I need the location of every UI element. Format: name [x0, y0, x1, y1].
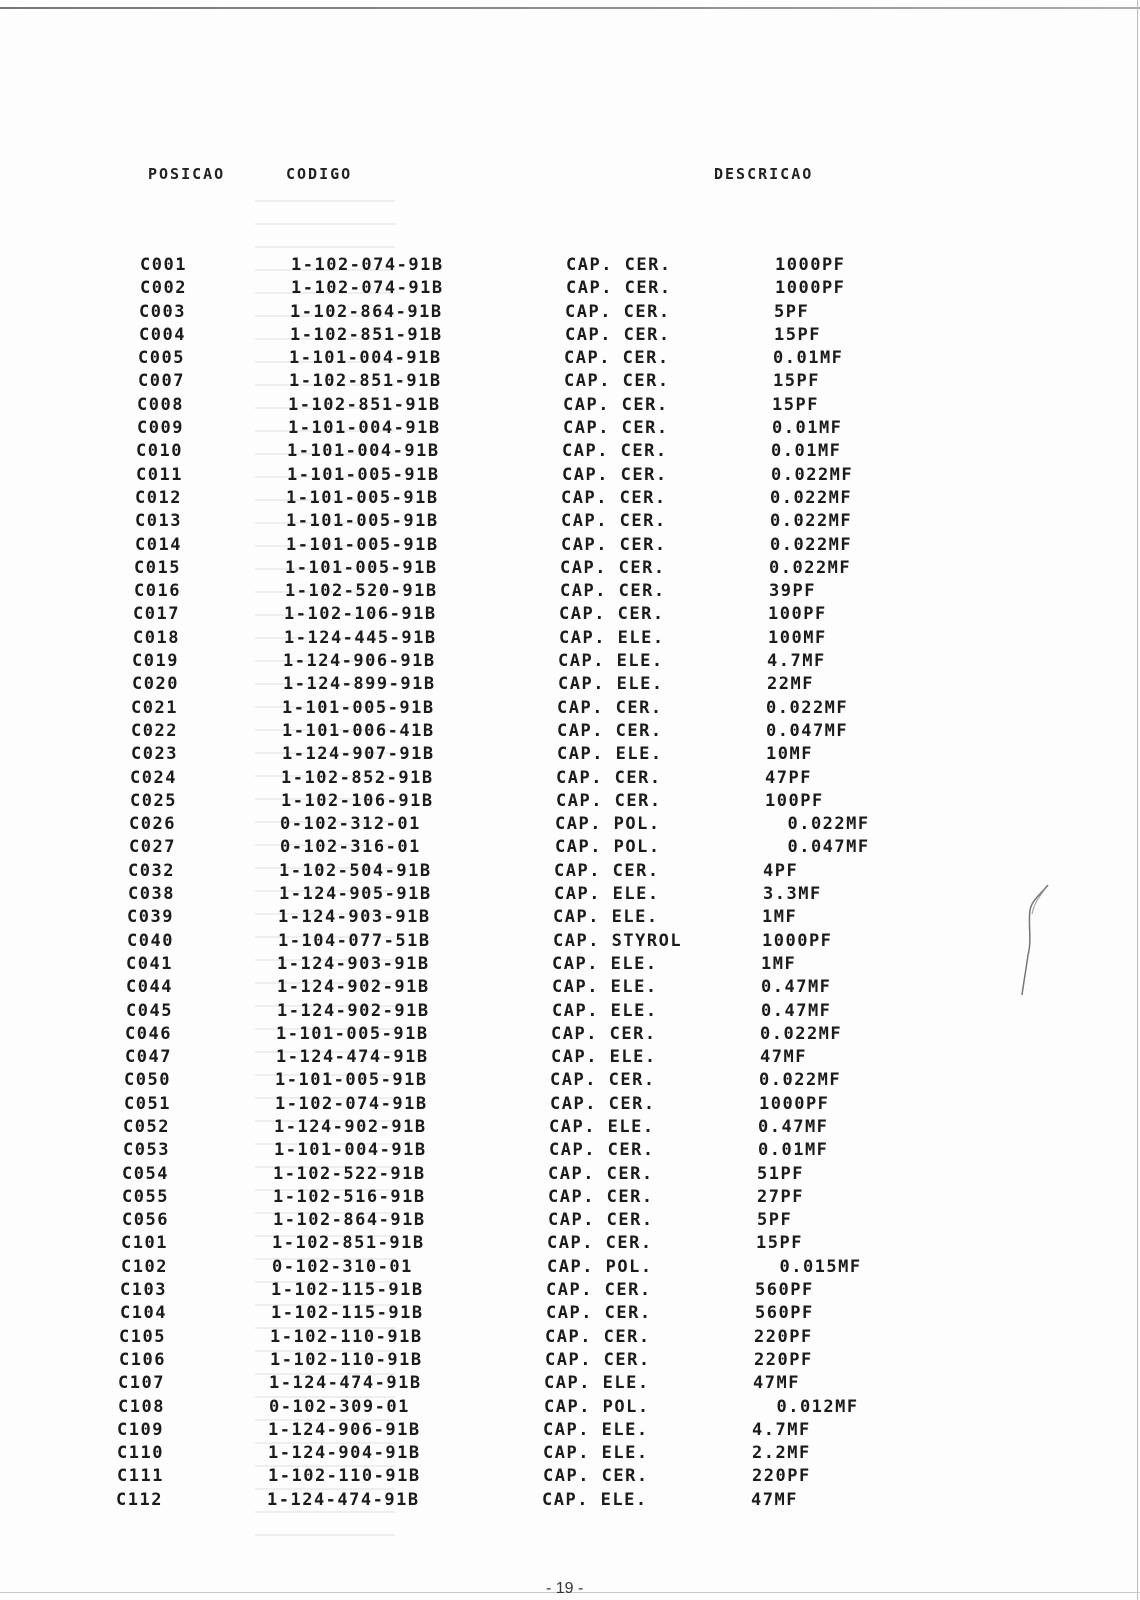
position-cell: C052 [123, 1116, 170, 1137]
table-row [0, 278, 1140, 301]
position-cell: C045 [126, 1000, 173, 1021]
value-cell: 15PF [774, 324, 821, 345]
value-cell: 3.3MF [763, 884, 822, 905]
position-cell: C027 [129, 837, 176, 858]
header-descricao: DESCRICAO [714, 165, 814, 183]
type-cell: CAP. CER. [566, 255, 672, 275]
value-cell: 100PF [765, 790, 824, 811]
value-cell: 0.047MF [764, 837, 870, 858]
code-cell: 1-104-077-51B [278, 930, 431, 951]
code-cell: 1-124-905-91B [279, 884, 432, 905]
position-cell: C050 [124, 1070, 171, 1091]
position-cell: C018 [133, 627, 180, 648]
position-cell: C101 [121, 1233, 168, 1254]
value-cell: 0.015MF [756, 1256, 862, 1277]
table-row [0, 1140, 1140, 1163]
table-row [0, 931, 1140, 954]
value-cell: 0.022MF [759, 1070, 842, 1091]
code-cell: 1-102-522-91B [273, 1163, 426, 1184]
type-cell: CAP. CER. [563, 394, 669, 415]
type-cell: CAP. CER. [561, 534, 667, 555]
position-cell: C007 [138, 371, 185, 392]
code-cell: 1-101-005-91B [286, 534, 439, 555]
position-cell: C012 [135, 487, 182, 508]
code-cell: 1-124-904-91B [268, 1443, 421, 1464]
type-cell: CAP. CER. [565, 301, 671, 322]
page-number: - 19 - [546, 1580, 584, 1597]
value-cell: 22MF [767, 674, 814, 695]
code-cell: 1-101-006-41B [282, 720, 435, 741]
code-cell: 1-101-005-91B [275, 1070, 428, 1091]
code-cell: 1-102-851-91B [290, 324, 443, 345]
code-cell: 1-101-005-91B [287, 464, 440, 485]
code-cell: 1-102-110-91B [270, 1349, 423, 1370]
value-cell: 100PF [768, 604, 827, 625]
code-cell: 1-124-474-91B [269, 1373, 422, 1394]
table-row [0, 907, 1140, 930]
position-cell: C044 [126, 977, 173, 998]
position-cell: C014 [135, 534, 182, 555]
position-cell: C013 [135, 511, 182, 532]
type-cell: CAP. CER. [557, 697, 663, 718]
table-row [0, 1350, 1140, 1373]
table-row [0, 768, 1140, 791]
table-row [0, 1047, 1140, 1070]
code-cell: 1-101-005-91B [276, 1023, 429, 1044]
type-cell: CAP. ELE. [552, 953, 658, 974]
type-cell: CAP. ELE. [554, 884, 660, 905]
type-cell: CAP. ELE. [559, 627, 665, 648]
table-row [0, 302, 1140, 325]
type-cell: CAP. CER. [548, 1186, 654, 1207]
type-cell: CAP. ELE. [552, 1000, 658, 1021]
table-row [0, 1420, 1140, 1443]
value-cell: 0.01MF [758, 1140, 829, 1161]
type-cell: CAP. CER. [566, 278, 672, 299]
page-top-edge [0, 7, 1140, 9]
table-row [0, 1070, 1140, 1093]
position-cell: C053 [123, 1140, 170, 1161]
value-cell: 0.01MF [772, 418, 843, 439]
table-row [0, 418, 1140, 441]
position-cell: C015 [134, 557, 181, 578]
position-cell: C024 [130, 767, 177, 788]
position-cell: C019 [132, 651, 179, 672]
table-row [0, 814, 1140, 837]
table-row [0, 977, 1140, 1000]
type-cell: CAP. CER. [556, 767, 662, 788]
code-cell: 1-101-005-91B [282, 697, 435, 718]
type-cell: CAP. POL. [544, 1396, 650, 1417]
table-row [0, 1466, 1140, 1489]
type-cell: CAP. CER. [562, 441, 668, 462]
table-row [0, 1443, 1140, 1466]
value-cell: 100MF [768, 627, 827, 648]
table-row [0, 255, 1140, 278]
value-cell: 1MF [762, 907, 798, 928]
value-cell: 51PF [757, 1163, 804, 1184]
value-cell: 47MF [753, 1373, 800, 1394]
value-cell: 27PF [757, 1186, 804, 1207]
code-cell: 1-101-004-91B [287, 441, 440, 462]
value-cell: 0.47MF [761, 1000, 832, 1021]
type-cell: CAP. STYROL [553, 930, 683, 951]
value-cell: 0.022MF [770, 487, 853, 508]
type-cell: CAP. CER. [550, 1093, 656, 1114]
code-cell: 1-101-005-91B [285, 557, 438, 578]
position-cell: C016 [134, 581, 181, 602]
code-cell: 0-102-312-01 [280, 814, 421, 835]
code-cell: 0-102-309-01 [269, 1396, 410, 1417]
position-cell: C041 [126, 953, 173, 974]
value-cell: 0.022MF [770, 534, 853, 555]
table-row [0, 721, 1140, 744]
value-cell: 0.022MF [764, 814, 870, 835]
table-row [0, 371, 1140, 394]
table-row [0, 488, 1140, 511]
code-cell: 1-101-005-91B [286, 487, 439, 508]
value-cell: 0.022MF [771, 464, 854, 485]
type-cell: CAP. ELE. [558, 651, 664, 672]
table-row [0, 395, 1140, 418]
position-cell: C111 [117, 1466, 164, 1487]
value-cell: 220PF [754, 1326, 813, 1347]
value-cell: 0.01MF [773, 348, 844, 369]
position-cell: C038 [128, 884, 175, 905]
position-cell: C051 [124, 1093, 171, 1114]
type-cell: CAP. ELE. [549, 1116, 655, 1137]
code-cell: 1-101-004-91B [288, 418, 441, 439]
value-cell: 1000PF [775, 278, 846, 299]
table-row [0, 861, 1140, 884]
value-cell: 47MF [751, 1489, 798, 1510]
position-cell: C010 [136, 441, 183, 462]
position-cell: C056 [122, 1210, 169, 1231]
type-cell: CAP. CER. [545, 1326, 651, 1347]
table-row [0, 1117, 1140, 1140]
value-cell: 0.022MF [766, 697, 849, 718]
type-cell: CAP. ELE. [551, 1047, 657, 1068]
value-cell: 0.022MF [769, 557, 852, 578]
type-cell: CAP. CER. [560, 581, 666, 602]
code-cell: 1-124-899-91B [283, 674, 436, 695]
table-row [0, 1303, 1140, 1326]
code-cell: 1-124-474-91B [267, 1489, 420, 1510]
value-cell: 1000PF [775, 255, 846, 275]
header-posicao: POSICAO [148, 165, 226, 183]
pen-mark [1018, 880, 1058, 1000]
table-row [0, 1373, 1140, 1396]
code-cell: 1-102-851-91B [272, 1233, 425, 1254]
position-cell: C005 [138, 348, 185, 369]
value-cell: 0.022MF [770, 511, 853, 532]
position-cell: C017 [133, 604, 180, 625]
type-cell: CAP. ELE. [552, 977, 658, 998]
position-cell: C102 [121, 1256, 168, 1277]
table-row [0, 1490, 1140, 1513]
type-cell: CAP. POL. [547, 1256, 653, 1277]
value-cell: 560PF [755, 1280, 814, 1301]
value-cell: 0.022MF [760, 1023, 843, 1044]
table-row [0, 1327, 1140, 1350]
code-cell: 1-124-902-91B [277, 977, 430, 998]
type-cell: CAP. ELE. [543, 1419, 649, 1440]
value-cell: 1000PF [759, 1093, 830, 1114]
type-cell: CAP. CER. [561, 487, 667, 508]
code-cell: 1-102-504-91B [279, 860, 432, 881]
value-cell: 0.47MF [761, 977, 832, 998]
position-cell: C109 [117, 1419, 164, 1440]
code-cell: 1-102-074-91B [291, 278, 444, 299]
code-cell: 1-124-907-91B [282, 744, 435, 765]
table-row [0, 1094, 1140, 1117]
position-cell: C107 [118, 1373, 165, 1394]
table-row [0, 674, 1140, 697]
table-row [0, 535, 1140, 558]
value-cell: 560PF [755, 1303, 814, 1324]
position-cell: C021 [131, 697, 178, 718]
value-cell: 4.7MF [767, 651, 826, 672]
position-cell: C054 [122, 1163, 169, 1184]
type-cell: CAP. CER. [548, 1210, 654, 1231]
value-cell: 220PF [754, 1349, 813, 1370]
value-cell: 1000PF [762, 930, 833, 951]
table-row [0, 954, 1140, 977]
position-cell: C046 [125, 1023, 172, 1044]
position-cell: C004 [139, 324, 186, 345]
type-cell: CAP. ELE. [542, 1489, 648, 1510]
code-cell: 1-124-903-91B [278, 907, 431, 928]
code-cell: 1-102-864-91B [273, 1210, 426, 1231]
code-cell: 1-102-851-91B [288, 394, 441, 415]
code-cell: 1-124-903-91B [277, 953, 430, 974]
value-cell: 220PF [752, 1466, 811, 1487]
table-row [0, 1001, 1140, 1024]
value-cell: 5PF [757, 1210, 793, 1231]
value-cell: 4.7MF [752, 1419, 811, 1440]
position-cell: C108 [118, 1396, 165, 1417]
code-cell: 1-102-851-91B [289, 371, 442, 392]
position-cell: C009 [137, 418, 184, 439]
table-row [0, 791, 1140, 814]
table-row [0, 698, 1140, 721]
type-cell: CAP. ELE. [553, 907, 659, 928]
value-cell: 0.047MF [766, 720, 849, 741]
table-row [0, 1187, 1140, 1210]
code-cell: 1-124-902-91B [274, 1116, 427, 1137]
value-cell: 5PF [774, 301, 810, 322]
code-cell: 1-102-110-91B [270, 1326, 423, 1347]
table-row [0, 325, 1140, 348]
header-codigo: CODIGO [286, 165, 353, 183]
code-cell: 1-101-004-91B [274, 1140, 427, 1161]
type-cell: CAP. ELE. [543, 1443, 649, 1464]
position-cell: C055 [122, 1186, 169, 1207]
table-row [0, 581, 1140, 604]
type-cell: CAP. CER. [547, 1233, 653, 1254]
table-row [0, 1397, 1140, 1420]
code-cell: 1-124-906-91B [283, 651, 436, 672]
type-cell: CAP. CER. [564, 371, 670, 392]
type-cell: CAP. CER. [551, 1023, 657, 1044]
position-cell: C039 [127, 907, 174, 928]
position-cell: C023 [131, 744, 178, 765]
value-cell: 15PF [773, 371, 820, 392]
table-row [0, 1024, 1140, 1047]
value-cell: 1MF [761, 953, 797, 974]
code-cell: 1-102-864-91B [290, 301, 443, 322]
value-cell: 47MF [760, 1047, 807, 1068]
code-cell: 0-102-310-01 [272, 1256, 413, 1277]
position-cell: C001 [140, 255, 187, 275]
position-cell: C020 [132, 674, 179, 695]
type-cell: CAP. CER. [561, 511, 667, 532]
type-cell: CAP. CER. [550, 1070, 656, 1091]
table-row [0, 628, 1140, 651]
position-cell: C047 [125, 1047, 172, 1068]
table-row [0, 558, 1140, 581]
value-cell: 10MF [766, 744, 813, 765]
type-cell: CAP. POL. [555, 837, 661, 858]
type-cell: CAP. CER. [546, 1303, 652, 1324]
table-row [0, 441, 1140, 464]
table-row [0, 1164, 1140, 1187]
table-row [0, 465, 1140, 488]
value-cell: 4PF [763, 860, 799, 881]
code-cell: 1-124-906-91B [268, 1419, 421, 1440]
parts-list [0, 255, 1140, 1513]
position-cell: C112 [116, 1489, 163, 1510]
table-row [0, 651, 1140, 674]
value-cell: 15PF [756, 1233, 803, 1254]
value-cell: 39PF [769, 581, 816, 602]
type-cell: CAP. CER. [543, 1466, 649, 1487]
table-row [0, 1257, 1140, 1280]
value-cell: 0.012MF [753, 1396, 859, 1417]
type-cell: CAP. CER. [554, 860, 660, 881]
value-cell: 0.47MF [758, 1116, 829, 1137]
type-cell: CAP. CER. [562, 464, 668, 485]
table-row [0, 348, 1140, 371]
position-cell: C104 [120, 1303, 167, 1324]
code-cell: 1-102-110-91B [268, 1466, 421, 1487]
table-row [0, 837, 1140, 860]
code-cell: 1-124-474-91B [276, 1047, 429, 1068]
position-cell: C003 [139, 301, 186, 322]
type-cell: CAP. CER. [549, 1140, 655, 1161]
code-cell: 1-101-004-91B [289, 348, 442, 369]
table-row [0, 1280, 1140, 1303]
position-cell: C002 [140, 278, 187, 299]
value-cell: 0.01MF [771, 441, 842, 462]
position-cell: C026 [129, 814, 176, 835]
code-cell: 1-101-005-91B [286, 511, 439, 532]
type-cell: CAP. CER. [560, 557, 666, 578]
type-cell: CAP. ELE. [544, 1373, 650, 1394]
code-cell: 1-102-106-91B [281, 790, 434, 811]
value-cell: 15PF [772, 394, 819, 415]
code-cell: 1-102-852-91B [281, 767, 434, 788]
table-row [0, 511, 1140, 534]
type-cell: CAP. CER. [565, 324, 671, 345]
code-cell: 1-102-074-91B [291, 255, 444, 275]
position-cell: C110 [117, 1443, 164, 1464]
position-cell: C022 [131, 720, 178, 741]
value-cell: 2.2MF [752, 1443, 811, 1464]
position-cell: C106 [119, 1349, 166, 1370]
code-cell: 1-124-445-91B [284, 627, 437, 648]
type-cell: CAP. CER. [556, 790, 662, 811]
code-cell: 1-102-074-91B [275, 1093, 428, 1114]
type-cell: CAP. CER. [559, 604, 665, 625]
type-cell: CAP. POL. [555, 814, 661, 835]
code-cell: 0-102-316-01 [280, 837, 421, 858]
type-cell: CAP. CER. [548, 1163, 654, 1184]
code-cell: 1-102-115-91B [271, 1280, 424, 1301]
type-cell: CAP. ELE. [558, 674, 664, 695]
position-cell: C025 [130, 790, 177, 811]
type-cell: CAP. CER. [563, 418, 669, 439]
table-row [0, 604, 1140, 627]
table-row [0, 1233, 1140, 1256]
value-cell: 47PF [765, 767, 812, 788]
position-cell: C011 [136, 464, 183, 485]
position-cell: C105 [119, 1326, 166, 1347]
position-cell: C040 [127, 930, 174, 951]
code-cell: 1-102-520-91B [285, 581, 438, 602]
position-cell: C103 [120, 1280, 167, 1301]
code-cell: 1-124-902-91B [277, 1000, 430, 1021]
type-cell: CAP. CER. [546, 1280, 652, 1301]
type-cell: CAP. CER. [564, 348, 670, 369]
code-cell: 1-102-106-91B [284, 604, 437, 625]
table-row [0, 1210, 1140, 1233]
type-cell: CAP. ELE. [557, 744, 663, 765]
type-cell: CAP. CER. [557, 720, 663, 741]
table-row [0, 744, 1140, 767]
table-row [0, 884, 1140, 907]
code-cell: 1-102-516-91B [273, 1186, 426, 1207]
position-cell: C032 [128, 860, 175, 881]
type-cell: CAP. CER. [545, 1349, 651, 1370]
code-cell: 1-102-115-91B [271, 1303, 424, 1324]
position-cell: C008 [137, 394, 184, 415]
